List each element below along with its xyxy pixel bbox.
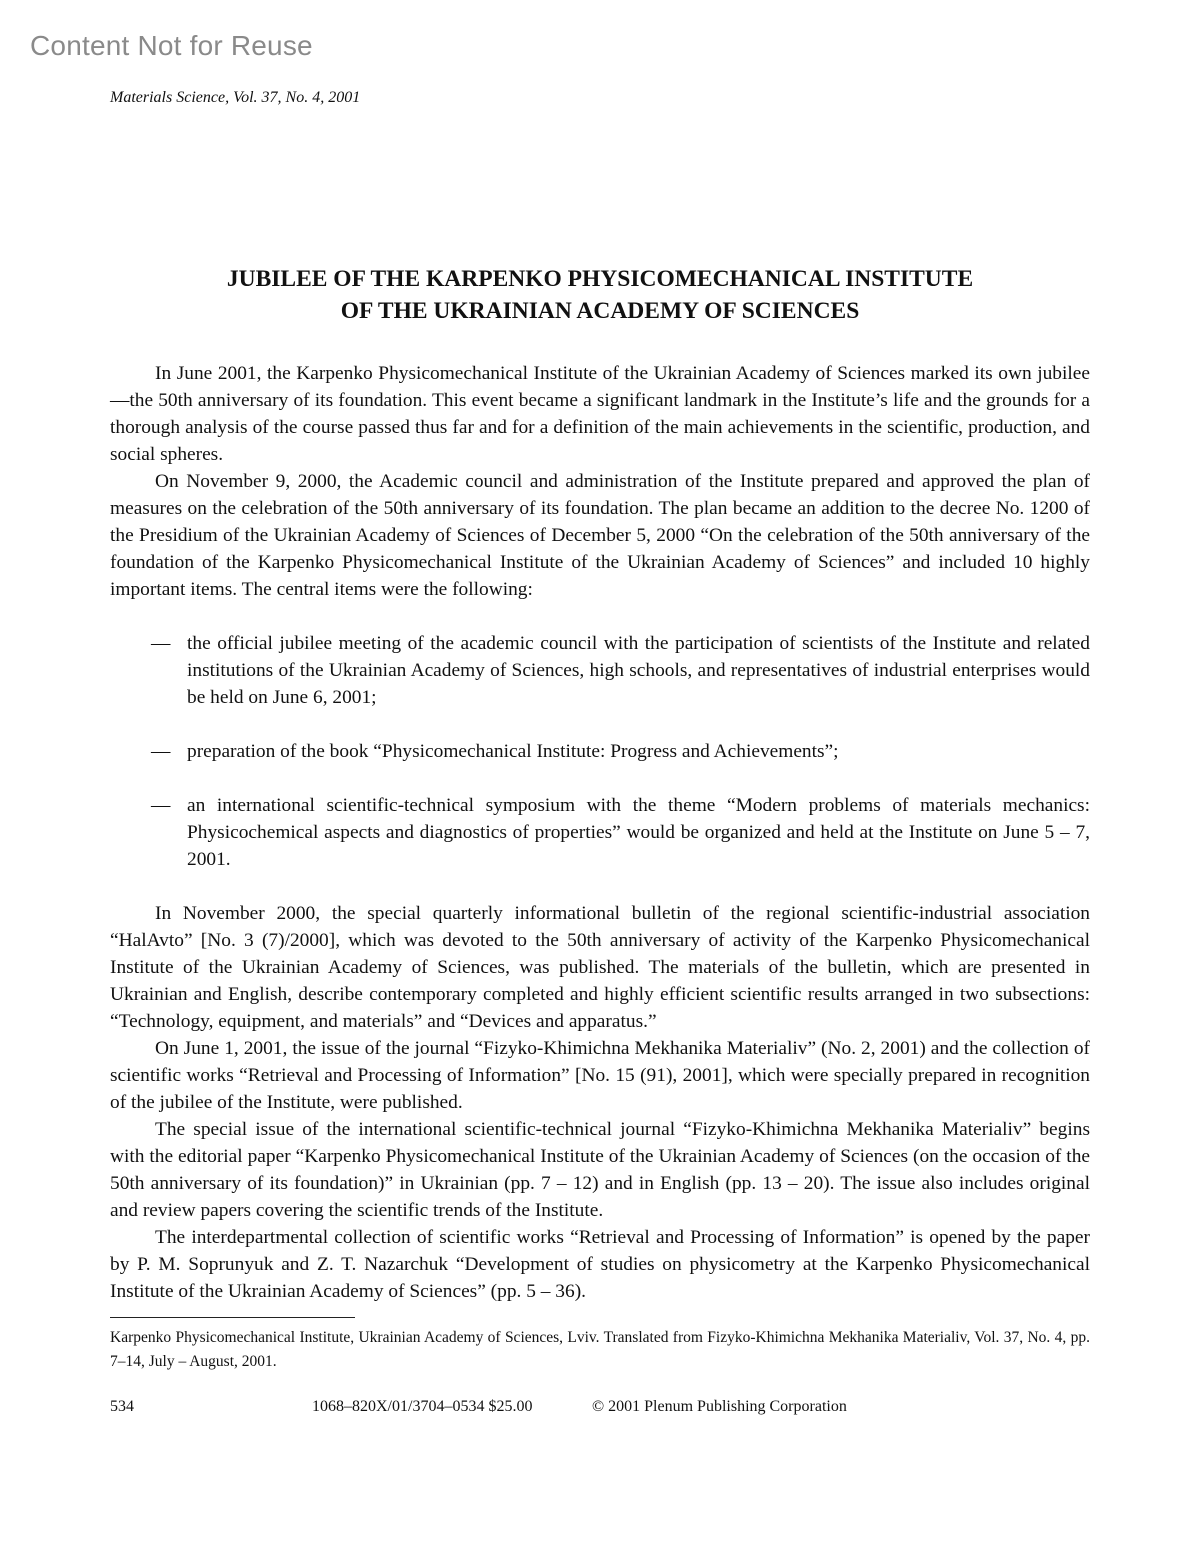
page-number: 534 — [110, 1398, 134, 1415]
list-item-text: preparation of the book “Physicomechanical Institute: Progress and Achievements”; — [187, 741, 839, 762]
dash-marker: — — [151, 633, 171, 654]
article-title-line-2: OF THE UKRAINIAN ACADEMY OF SCIENCES — [340, 298, 860, 324]
list-item — [110, 630, 1090, 711]
article-body — [110, 360, 1090, 1305]
article-code: 1068–820X/01/3704–0534 $25.00 — [312, 1398, 533, 1415]
footnote-divider — [110, 1317, 355, 1318]
dash-marker: — — [151, 741, 171, 762]
paragraph: On November 9, 2000, the Academic council and administration of the Institute prepared and approved the plan of measures on the celebration of the 50th anniversary of its foundation. The plan became an addition to the decree No. 1200 of the Presidium of the Ukrainian Academy of Sciences of December 5, 2000 “On the celebration of the 50th anniversary of the foundation of the Karpenko Physicomechanical Institute of the Ukrainian Academy of Sciences” and included 10 highly important items. The central items were the following: — [110, 471, 1090, 600]
copyright: © 2001 Plenum Publishing Corporation — [592, 1398, 847, 1415]
watermark: Content Not for Reuse — [30, 30, 313, 61]
list-item-text: the official jubilee meeting of the academic council with the participation of scientists of the Institute and related institutions of the Ukrainian Academy of Sciences, high schools, and representatives of industrial enterprises would be held on June 6, 2001; — [187, 633, 1090, 708]
list-item — [110, 792, 1090, 873]
paragraph: In June 2001, the Karpenko Physicomechanical Institute of the Ukrainian Academy of Sciences marked its own jubilee—the 50th anniversary of its foundation. This event became a significant landmark in the Institute’s life and the grounds for a thorough analysis of the course passed thus far and for a definition of the main achievements in the scientific, production, and social spheres. — [110, 363, 1090, 465]
paragraph: The special issue of the international scientific-technical journal “Fizyko-Khimichna Mekhanika Materialiv” begins with the editorial paper “Karpenko Physicomechanical Institute of the Ukrainian Academy of Sciences (on the occasion of the 50th anniversary of its foundation)” in Ukrainian (pp. 7 – 12) and in English (pp. 13 – 20). The issue also includes original and review papers covering the scientific trends of the Institute. — [110, 1119, 1090, 1221]
paragraph: On June 1, 2001, the issue of the journal “Fizyko-Khimichna Mekhanika Materialiv” (No. 2, 2001) and the collection of scientific works “Retrieval and Processing of Information” [No. 15 (91), 2001], which were specially prepared in recognition of the jubilee of the Institute, were published. — [110, 1038, 1090, 1113]
paragraph: In November 2000, the special quarterly informational bulletin of the regional scientific-industrial association “HalAvto” [No. 3 (7)/2000], which was devoted to the 50th anniversary of activity of the Karpenko Physicomechanical Institute of the Ukrainian Academy of Sciences, was published. The materials of the bulletin, which are presented in Ukrainian and English, describe contemporary completed and highly efficient scientific results arranged in two subsections: “Technology, equipment, and materials” and “Devices and apparatus.” — [110, 903, 1090, 1032]
list-item-text: an international scientific-technical symposium with the theme “Modern problems of materials mechanics: Physicochemical aspects and diagnostics of properties” would be organized and held at the Institute on June 5 – 7, 2001. — [187, 795, 1090, 870]
list-item — [110, 738, 1090, 765]
article-title-line-1: JUBILEE OF THE KARPENKO PHYSICOMECHANICAL INSTITUTE — [226, 266, 974, 292]
article-title — [110, 263, 1090, 327]
items-list — [110, 630, 1090, 873]
footnote: Karpenko Physicomechanical Institute, Ukrainian Academy of Sciences, Lviv. Translated from Fizyko-Khimichna Mekhanika Materialiv, Vol. 37, No. 4, pp. 7–14, July – August, 2001. — [110, 1329, 1090, 1370]
dash-marker: — — [151, 795, 171, 816]
paragraph: The interdepartmental collection of scientific works “Retrieval and Processing of Information” is opened by the paper by P. M. Soprunyuk and Z. T. Nazarchuk “Development of studies on physicometry at the Karpenko Physicomechanical Institute of the Ukrainian Academy of Sciences” (pp. 5 – 36). — [110, 1227, 1090, 1302]
running-head: Materials Science, Vol. 37, No. 4, 2001 — [110, 89, 361, 106]
